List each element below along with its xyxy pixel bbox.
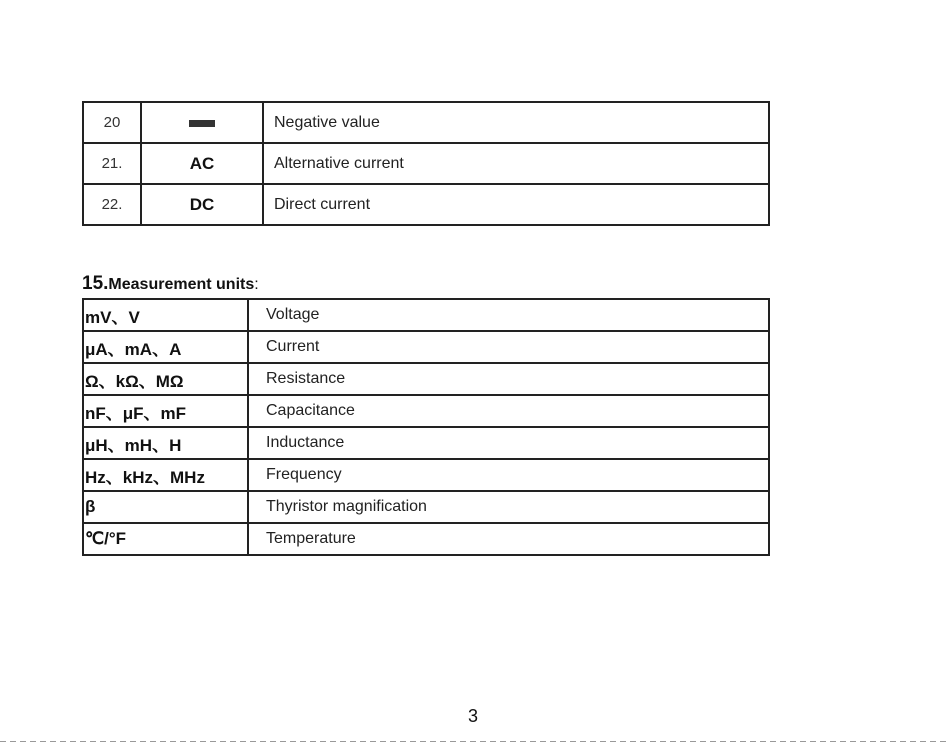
section-title: Measurement units <box>108 276 255 293</box>
unit-cell: ℃/°F <box>83 523 248 555</box>
table-row <box>83 143 769 184</box>
table-row <box>83 427 769 459</box>
section-number: 15. <box>82 273 109 294</box>
table-row <box>83 299 769 331</box>
table-row <box>83 459 769 491</box>
unit-description: Thyristor magnification <box>248 491 769 523</box>
page-number: 3 <box>467 706 478 726</box>
table-row <box>83 491 769 523</box>
symbol-cell: DC <box>141 184 263 225</box>
section-heading <box>82 273 259 295</box>
unit-cell: β <box>83 491 248 523</box>
symbol-description: Direct current <box>263 184 769 225</box>
unit-cell: Ω、kΩ、MΩ <box>83 363 248 395</box>
unit-description: Resistance <box>248 363 769 395</box>
unit-description: Temperature <box>248 523 769 555</box>
symbols-table <box>82 101 770 226</box>
symbol-description: Negative value <box>263 102 769 143</box>
unit-description: Voltage <box>248 299 769 331</box>
unit-cell: μA、mA、A <box>83 331 248 363</box>
symbol-cell <box>141 102 263 143</box>
unit-description: Inductance <box>248 427 769 459</box>
table-row <box>83 395 769 427</box>
symbol-description: Alternative current <box>263 143 769 184</box>
unit-cell: Hz、kHz、MHz <box>83 459 248 491</box>
unit-description: Frequency <box>248 459 769 491</box>
unit-cell: nF、μF、mF <box>83 395 248 427</box>
row-number: 22. <box>83 184 141 225</box>
row-number: 20 <box>83 102 141 143</box>
symbol-cell: AC <box>141 143 263 184</box>
table-row <box>83 523 769 555</box>
unit-cell: mV、V <box>83 299 248 331</box>
section-colon: : <box>254 276 259 293</box>
page-bottom-divider <box>0 741 946 742</box>
table-row <box>83 102 769 143</box>
negative-sign-icon <box>189 120 215 127</box>
unit-cell: μH、mH、H <box>83 427 248 459</box>
unit-description: Capacitance <box>248 395 769 427</box>
units-table <box>82 298 770 556</box>
table-row <box>83 184 769 225</box>
table-row <box>83 331 769 363</box>
row-number: 21. <box>83 143 141 184</box>
unit-description: Current <box>248 331 769 363</box>
table-row <box>83 363 769 395</box>
